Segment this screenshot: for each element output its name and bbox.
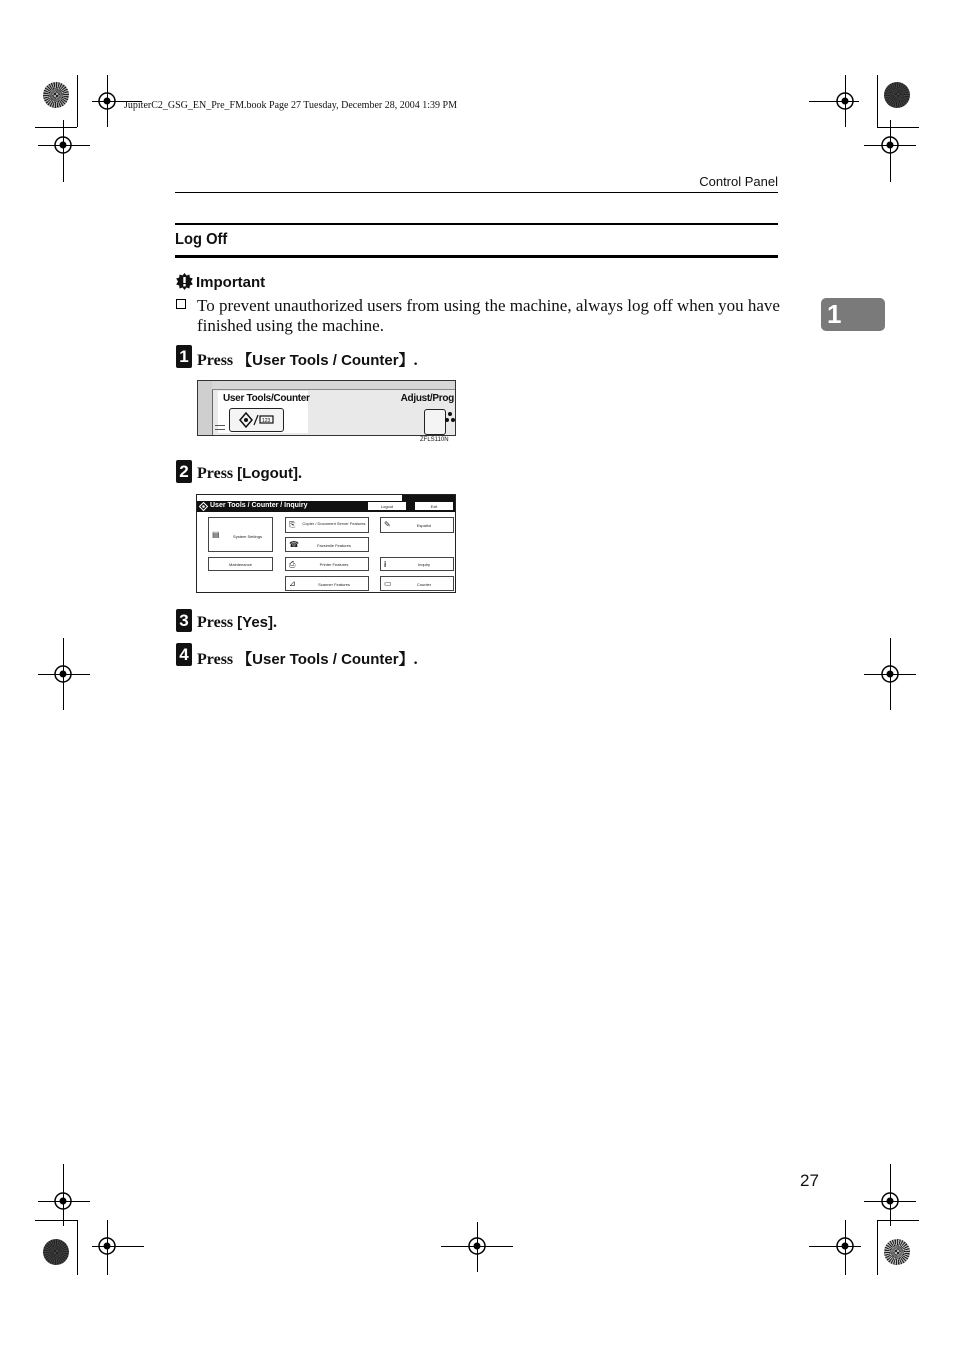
checkbox-bullet-icon (176, 299, 186, 309)
step-key: User Tools / Counter (252, 352, 399, 369)
system-settings-button: ▤ System Settings (208, 517, 273, 552)
registration-mark-icon (832, 1233, 858, 1259)
file-header: JupiterC2_GSG_EN_Pre_FM.book Page 27 Tuesday, December 28, 2004 1:39 PM (124, 100, 457, 111)
printer-features-button: ⎙ Printer Features (285, 557, 369, 571)
settings-icon: ▤ (212, 530, 220, 539)
user-tools-key-icon (230, 409, 283, 431)
section-rule-bottom (175, 255, 778, 258)
step-prefix: Press (197, 614, 238, 631)
step-prefix: Press (197, 651, 238, 668)
registration-mark-icon (50, 661, 76, 687)
step-text (197, 465, 302, 483)
scanner-icon: ⊿ (289, 579, 296, 588)
adjust-prog-key (424, 409, 446, 435)
registration-mark-icon (464, 1233, 490, 1259)
running-head: Control Panel (699, 174, 778, 189)
panel-edge (198, 381, 213, 435)
panel-right-label: Adjust/Prog (400, 393, 454, 404)
step-text (197, 349, 418, 370)
user-tools-icon (199, 502, 208, 511)
step-number: 1 (176, 345, 192, 368)
step-suffix: . (413, 651, 418, 668)
dots-icon (444, 411, 456, 425)
chapter-number: 1 (827, 299, 842, 329)
step-prefix: Press (197, 352, 238, 369)
section-title: Log Off (175, 231, 228, 248)
facsimile-features-button: ☎ Facsimile Features (285, 537, 369, 552)
registration-mark-icon (877, 1188, 903, 1214)
color-target-icon (884, 82, 910, 108)
step-number: 3 (176, 609, 192, 632)
info-icon: i (384, 560, 387, 569)
screen-title: User Tools / Counter / Inquiry (210, 502, 308, 509)
step-suffix: . (273, 614, 277, 631)
page-number: 27 (800, 1171, 819, 1190)
registration-mark-icon (50, 132, 76, 158)
key-bracket-close: 】 (398, 651, 414, 668)
step-suffix: . (413, 352, 418, 369)
logout-button: Logout (368, 502, 406, 510)
exit-button: Exit (415, 502, 453, 510)
registration-mark-icon (877, 661, 903, 687)
figure-caption: ZFLS110N (420, 437, 449, 443)
copier-features-button: ⎘ Copier / Document Server Features (285, 517, 369, 533)
copier-icon: ⎘ (289, 520, 296, 529)
user-tools-counter-key (229, 408, 284, 432)
scanner-features-button: ⊿ Scanner Features (285, 576, 369, 591)
important-text: To prevent unauthorized users from using the machine, always log off when you have finished using the machine. (197, 296, 780, 335)
registration-mark-icon (94, 88, 120, 114)
important-icon (176, 273, 193, 290)
step-number: 2 (176, 460, 192, 483)
key-bracket-open: 【 (237, 651, 253, 668)
step-key: [Logout] (237, 465, 298, 482)
step-key: User Tools / Counter (252, 651, 399, 668)
color-target-icon (884, 1239, 910, 1265)
key-bracket-close: 】 (398, 352, 414, 369)
registration-mark-icon (832, 88, 858, 114)
panel-top-strip (212, 381, 455, 390)
fax-icon: ☎ (289, 540, 299, 549)
step-number: 4 (176, 643, 192, 666)
language-button: ✎ Español (380, 517, 454, 533)
step-suffix: . (297, 465, 302, 482)
inquiry-button: i Inquiry (380, 557, 454, 571)
panel-left-label: User Tools/Counter (223, 393, 310, 404)
step-key: [Yes] (237, 614, 273, 631)
language-icon: ✎ (384, 520, 391, 529)
chapter-tab (821, 298, 885, 331)
maintenance-button: Maintenance (208, 557, 273, 571)
printer-icon: ⎙ (289, 560, 296, 569)
step-prefix: Press (197, 465, 238, 482)
touch-screen-figure (196, 494, 456, 593)
registration-mark-icon (94, 1233, 120, 1259)
step-text (197, 614, 277, 632)
counter-icon: ▭ (384, 579, 392, 588)
important-label: Important (196, 274, 266, 291)
control-panel-figure (197, 380, 456, 436)
color-target-icon (43, 1239, 69, 1265)
header-rule (175, 192, 778, 193)
counter-button: ▭ Counter (380, 576, 454, 591)
key-bracket-open: 【 (237, 352, 253, 369)
color-target-icon (43, 82, 69, 108)
svg-text:123: 123 (262, 418, 271, 424)
registration-mark-icon (50, 1188, 76, 1214)
section-rule-top (175, 223, 778, 225)
step-text (197, 648, 418, 669)
registration-mark-icon (877, 132, 903, 158)
